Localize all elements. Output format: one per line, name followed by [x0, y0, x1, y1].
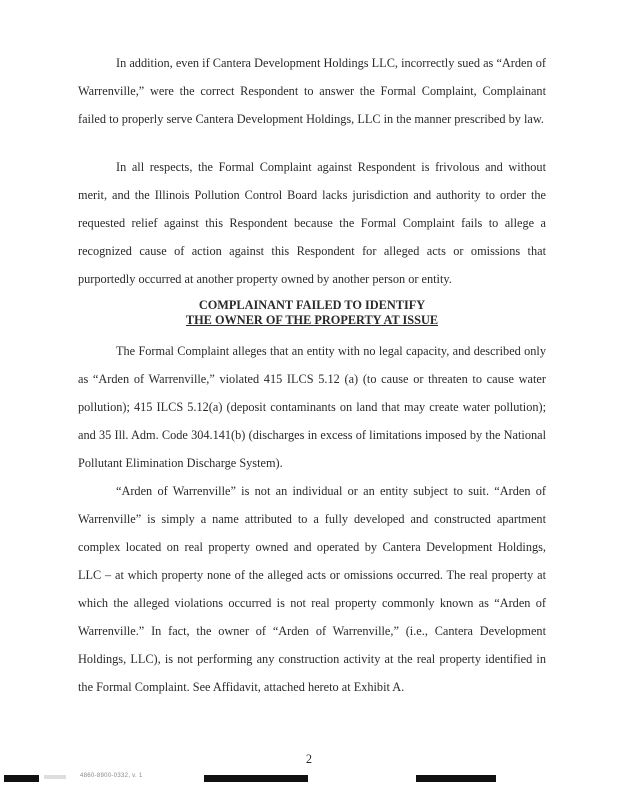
redaction-bar	[416, 775, 496, 782]
paragraph-frivolous: In all respects, the Formal Complaint against Respondent is frivolous and without merit, and the Illinois Pollution Control Board lacks jurisdiction and authority to order the requested relief against this Respondent because the Formal Complaint fails to allege a recognized cause of action against this Respondent for alleged acts or omissions that purportedly occurred at another property owned by another person or entity.	[78, 160, 546, 286]
paragraph-allegations: The Formal Complaint alleges that an entity with no legal capacity, and described only as “Arden of Warrenville,” violated 415 ILCS 5.12 (a) (to cause or threaten to cause water pollution); 415 ILCS 5.12(a) (deposit contaminants on land that may create water pollution); and 35 Ill. Adm. Code 304.141(b) (discharges in excess of limitations imposed by the National Pollutant Elimination Discharge System).	[78, 344, 546, 470]
paragraph-service: In addition, even if Cantera Development Holdings LLC, incorrectly sued as “Arden of Warrenville,” were the correct Respondent to answer the Formal Complaint, Complainant failed to properly serve Cantera Development Holdings, LLC in the manner prescribed by law.	[78, 56, 546, 126]
redaction-bar	[4, 775, 39, 782]
footer-document-id: 4860-8900-0332, v. 1	[80, 773, 143, 779]
section-heading-line1: COMPLAINANT FAILED TO IDENTIFY	[198, 298, 426, 312]
page-number: 2	[305, 752, 313, 766]
section-heading-line2: THE OWNER OF THE PROPERTY AT ISSUE	[185, 313, 439, 327]
section-heading	[78, 298, 546, 328]
redaction-bar	[204, 775, 308, 782]
paragraph-arden-not-entity: “Arden of Warrenville” is not an individual or an entity subject to suit. “Arden of Warrenville” is simply a name attributed to a fully developed and constructed apartment complex located on real property owned and operated by Cantera Development Holdings, LLC – at which property none of the alleged acts or omissions occurred. The real property at which the alleged violations occurred is not real property commonly known as “Arden of Warrenville.” In fact, the owner of “Arden of Warrenville,” (i.e., Cantera Development Holdings, LLC), is not performing any construction activity at the real property identified in the Formal Complaint. See Affidavit, attached hereto at Exhibit A.	[78, 484, 546, 694]
scan-artifact	[44, 775, 66, 779]
